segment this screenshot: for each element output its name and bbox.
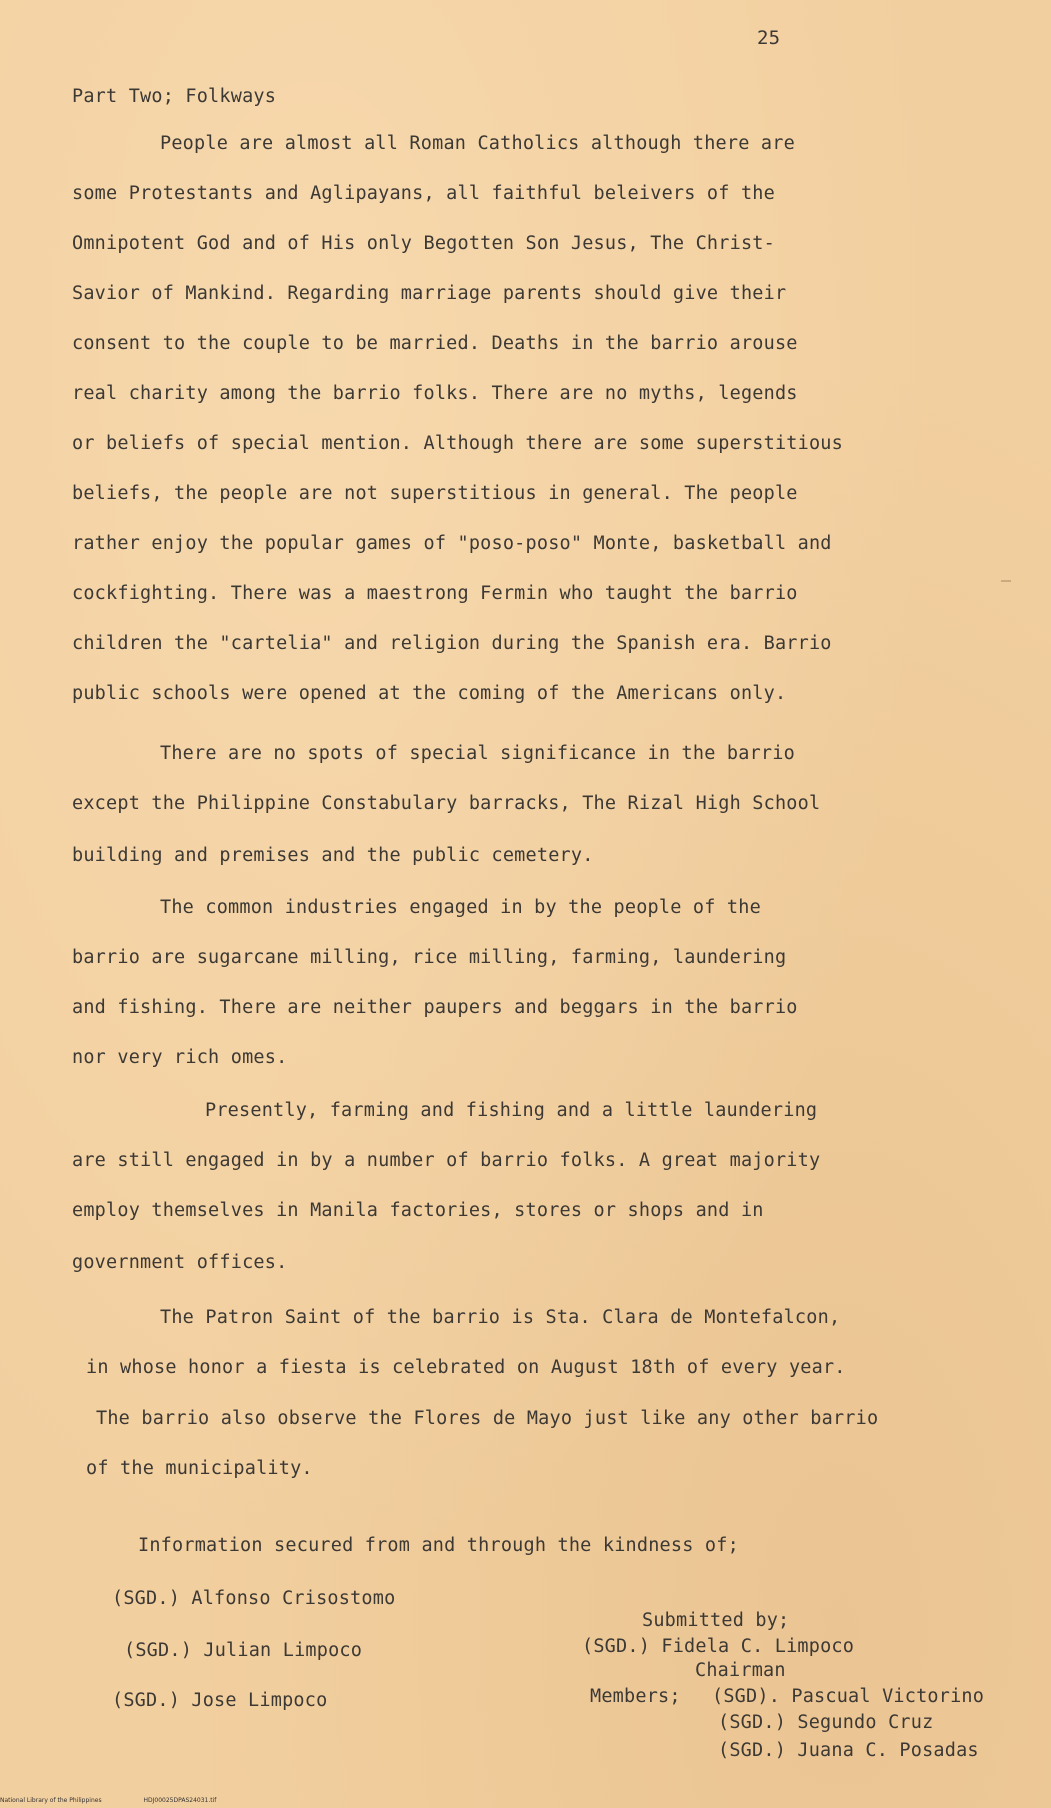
text-line: Savior of Mankind. Regarding marriage parents should give their <box>72 283 787 304</box>
text-line: employ themselves in Manila factories, stores or shops and in <box>72 1200 764 1221</box>
text-line: People are almost all Roman Catholics although there are <box>160 133 795 154</box>
text-line: consent to the couple to be married. Deaths in the barrio arouse <box>72 333 798 354</box>
text-line: There are no spots of special significance in the barrio <box>160 743 795 764</box>
text-line: in whose honor a fiesta is celebrated on August 18th of every year. <box>86 1357 846 1378</box>
text-line: The Patron Saint of the barrio is Sta. Clara de Montefalcon, <box>160 1307 841 1328</box>
text-line: of the municipality. <box>86 1458 313 1479</box>
text-line: government offices. <box>72 1252 288 1273</box>
text-line: some Protestants and Aglipayans, all faithful beleivers of the <box>72 183 775 204</box>
scan-footer <box>0 1797 256 1804</box>
section-heading: Part Two; Folkways <box>72 86 277 107</box>
text-line: nor very rich omes. <box>72 1047 288 1068</box>
member-name: (SGD.) Segundo Cruz <box>718 1712 934 1733</box>
submitted-by-label: Submitted by; <box>642 1610 790 1631</box>
text-line: except the Philippine Constabulary barracks, The Rizal High School <box>72 793 821 814</box>
footer-library: National Library of the Philippines <box>0 1797 102 1804</box>
text-line: barrio are sugarcane milling, rice milling, farming, laundering <box>72 947 787 968</box>
members-label: Members; <box>590 1686 681 1707</box>
informant-name: (SGD.) Jose Limpoco <box>112 1690 328 1711</box>
member-name: (SGD). Pascual Victorino <box>712 1686 985 1707</box>
text-line: are still engaged in by a number of barrio folks. A great majority <box>72 1150 821 1171</box>
text-line: The barrio also observe the Flores de Mayo just like any other barrio <box>96 1408 879 1429</box>
text-line: building and premises and the public cemetery. <box>72 845 594 866</box>
text-line: rather enjoy the popular games of "poso-poso" Monte, basketball and <box>72 533 832 554</box>
text-line: Omnipotent God and of His only Begotten Son Jesus, The Christ- <box>72 233 775 254</box>
text-line: real charity among the barrio folks. There are no myths, legends <box>72 383 798 404</box>
text-line: cockfighting. There was a maestrong Fermin who taught the barrio <box>72 583 798 604</box>
informants-intro: Information secured from and through the kindness of; <box>138 1535 739 1556</box>
page-number: 25 <box>757 27 781 49</box>
member-name: (SGD.) Juana C. Posadas <box>718 1740 979 1761</box>
text-line: children the "cartelia" and religion during the Spanish era. Barrio <box>72 633 832 654</box>
chairman-title: Chairman <box>695 1660 786 1681</box>
text-line: The common industries engaged in by the people of the <box>160 897 761 918</box>
text-line: and fishing. There are neither paupers and beggars in the barrio <box>72 997 798 1018</box>
text-line: Presently, farming and fishing and a little laundering <box>205 1100 818 1121</box>
informant-name: (SGD.) Alfonso Crisostomo <box>112 1588 396 1609</box>
informant-name: (SGD.) Julian Limpoco <box>124 1640 363 1661</box>
paper-mark <box>1001 580 1011 582</box>
text-line: beliefs, the people are not superstitious in general. The people <box>72 483 798 504</box>
text-line: or beliefs of special mention. Although there are some superstitious <box>72 433 843 454</box>
chairman-name: (SGD.) Fidela C. Limpoco <box>582 1636 855 1657</box>
text-line: public schools were opened at the coming of the Americans only. <box>72 683 787 704</box>
footer-file: HDJ00025DPAS24031.tif <box>143 1797 217 1804</box>
